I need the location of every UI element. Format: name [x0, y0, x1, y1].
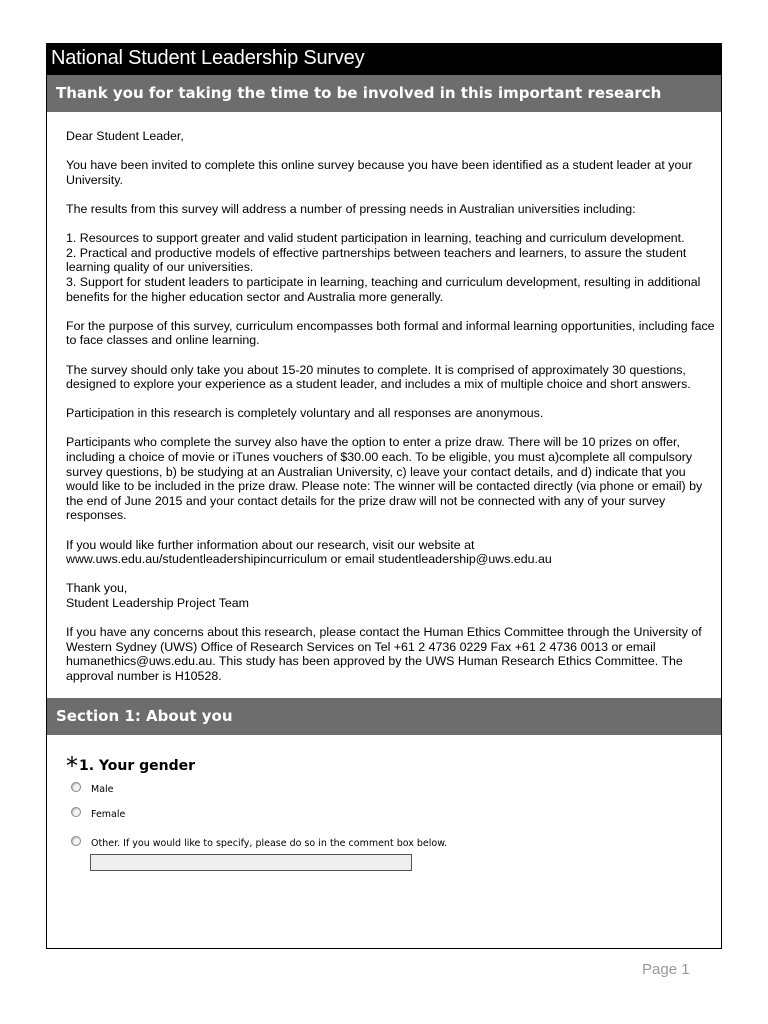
- question-gender: [66, 748, 196, 780]
- survey-frame: [46, 43, 722, 949]
- option-label: Female: [91, 809, 126, 820]
- intro-paragraph: You have been invited to complete this online survey because you have been identified as a student leader at your University.: [66, 158, 693, 187]
- option-label: Other. If you would like to specify, please do so in the comment box below.: [91, 838, 448, 849]
- survey-title: National Student Leadership Survey: [47, 44, 721, 75]
- intro-paragraph: 1. Resources to support greater and valid student participation in learning, teaching and curriculum development. 2. Practical and productive models of effective partnerships between teachers and learners, to assure the student learning quality of our universities. 3. Support for student leaders to participate in learning, teaching and curriculum development, resulting in additional benefits for the higher education sector and Australia more generally.: [66, 231, 701, 304]
- question-label: 1. Your gender: [79, 758, 196, 774]
- intro-paragraph: If you would like further information about our research, visit our website at www.uws.edu.au/studentleadershipincurriculum or email studentleadership@uws.edu.au: [66, 537, 552, 567]
- intro-paragraph: The survey should only take you about 15-20 minutes to complete. It is comprised of approximately 30 questions, designed to explore your experience as a student leader, and includes a mix of multiple choice and short answers.: [66, 362, 691, 392]
- intro-heading: Thank you for taking the time to be involved in this important research: [47, 75, 721, 112]
- intro-paragraph: For the purpose of this survey, curriculum encompasses both formal and informal learning opportunities, including face to face classes and online learning.: [66, 318, 715, 348]
- option-female[interactable]: [71, 809, 125, 820]
- radio-button[interactable]: [71, 807, 81, 817]
- option-label: Male: [91, 784, 114, 795]
- page-number: Page 1: [642, 961, 690, 978]
- radio-button[interactable]: [71, 782, 81, 792]
- intro-paragraph: Participants who complete the survey also have the option to enter a prize draw. There will be 10 prizes on offer, including a choice of movie or iTunes vouchers of $30.00 each. To be eligible, you must a)complete all compulsory survey questions, b) be studying at an Australian University, c) leave your contact details, and d) indicate that you would like to be included in the prize draw. Please note: The winner will be contacted directly (via phone or email) by the end of June 2015 and your contact details for the prize draw will not be connected with any of your survey responses.: [66, 435, 703, 523]
- section-heading: Section 1: About you: [47, 698, 721, 735]
- intro-paragraph: Participation in this research is completely voluntary and all responses are anonymous.: [66, 406, 544, 421]
- comment-input[interactable]: [90, 854, 412, 871]
- intro-paragraph: If you have any concerns about this research, please contact the Human Ethics Committee through the University of Western Sydney (UWS) Office of Research Services on Tel +61 2 4736 0229 Fax +61 2 4736 0013 or email humanethics@uws.edu.au. This study has been approved by the UWS Human Research Ethics Committee. The approval number is H10528.: [66, 625, 702, 683]
- required-marker: *: [66, 752, 78, 780]
- intro-paragraph: Dear Student Leader,: [66, 129, 184, 143]
- intro-paragraph: The results from this survey will address a number of pressing needs in Australian universities including:: [66, 201, 636, 216]
- intro-paragraph: Thank you, Student Leadership Project Team: [66, 581, 249, 610]
- option-other[interactable]: [71, 838, 447, 849]
- intro-text: [66, 129, 716, 698]
- radio-button[interactable]: [71, 836, 81, 846]
- option-male[interactable]: [71, 784, 114, 795]
